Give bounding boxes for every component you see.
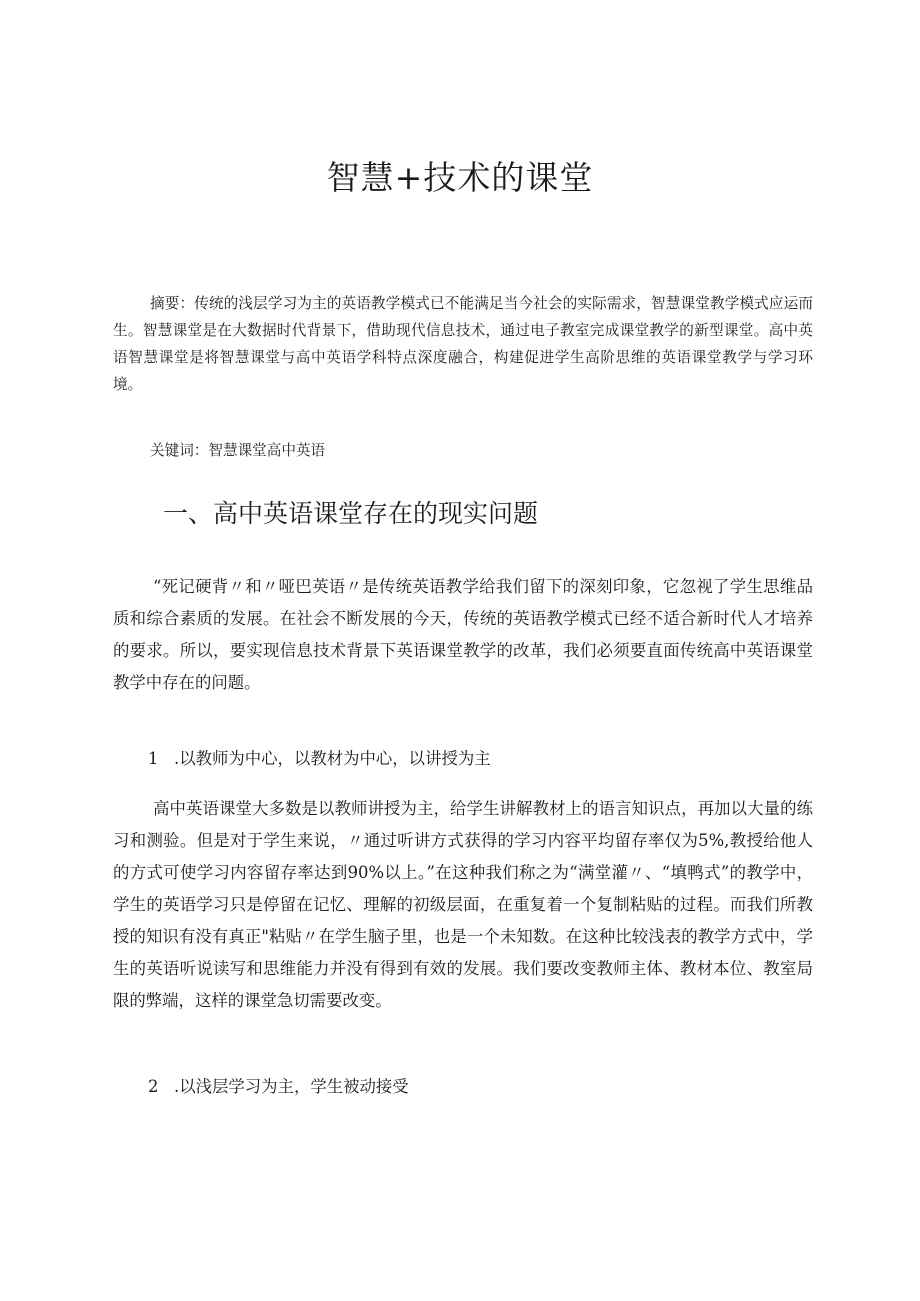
subheading-1 [148, 743, 491, 775]
subsection-1-paragraph: 高中英语课堂大多数是以教师讲授为主，给学生讲解教材上的语言知识点，再加以大量的练习和测验。但是对于学生来说，〃通过听讲方式获得的学习内容平均留存率仅为5%,教授给他人的方式可使学习内容留存率达到90%以上。”在这种我们称之为“满堂灌〃、“填鸭式”的教学中，学生的英语学习只是停留在记忆、理解的初级层面，在重复着一个复制粘贴的过程。而我们所教授的知识有没有真正"粘贴〃在学生脑子里，也是一个未知数。在这种比较浅表的教学方式中，学生的英语听说读写和思维能力并没有得到有效的发展。我们要改变教师主体、教材本位、教室局限的弊端，这样的课堂急切需要改变。 [113, 799, 813, 1010]
subheading-2-text: .以浅层学习为主，学生被动接受 [174, 1077, 409, 1096]
subheading-1-number: 1 [148, 749, 159, 768]
section-heading: 一、高中英语课堂存在的现实问题 [163, 499, 539, 528]
subheading-2 [148, 1071, 409, 1103]
keywords-line: 关键词：智慧课堂高中英语 [150, 442, 326, 459]
subheading-2-number: 2 [148, 1077, 159, 1096]
section-intro-paragraph: “死记硬背〃和〃哑巴英语〃是传统英语教学给我们留下的深刻印象，它忽视了学生思维品质和综合素质的发展。在社会不断发展的今天，传统的英语教学模式已经不适合新时代人才培养的要求。所以，要实现信息技术背景下英语课堂教学的改革，我们必须要直面传统高中英语课堂教学中存在的问题。 [113, 577, 813, 692]
document-title: 智慧+技术的课堂 [326, 158, 594, 197]
subheading-1-text: .以教师为中心，以教材为中心，以讲授为主 [174, 749, 491, 768]
abstract-paragraph: 摘要：传统的浅层学习为主的英语教学模式已不能满足当今社会的实际需求，智慧课堂教学模式应运而生。智慧课堂是在大数据时代背景下，借助现代信息技术，通过电子教室完成课堂教学的新型课堂。高中英语智慧课堂是将智慧课堂与高中英语学科特点深度融合，构建促进学生高阶思维的英语课堂教学与学习环境。 [113, 295, 813, 393]
